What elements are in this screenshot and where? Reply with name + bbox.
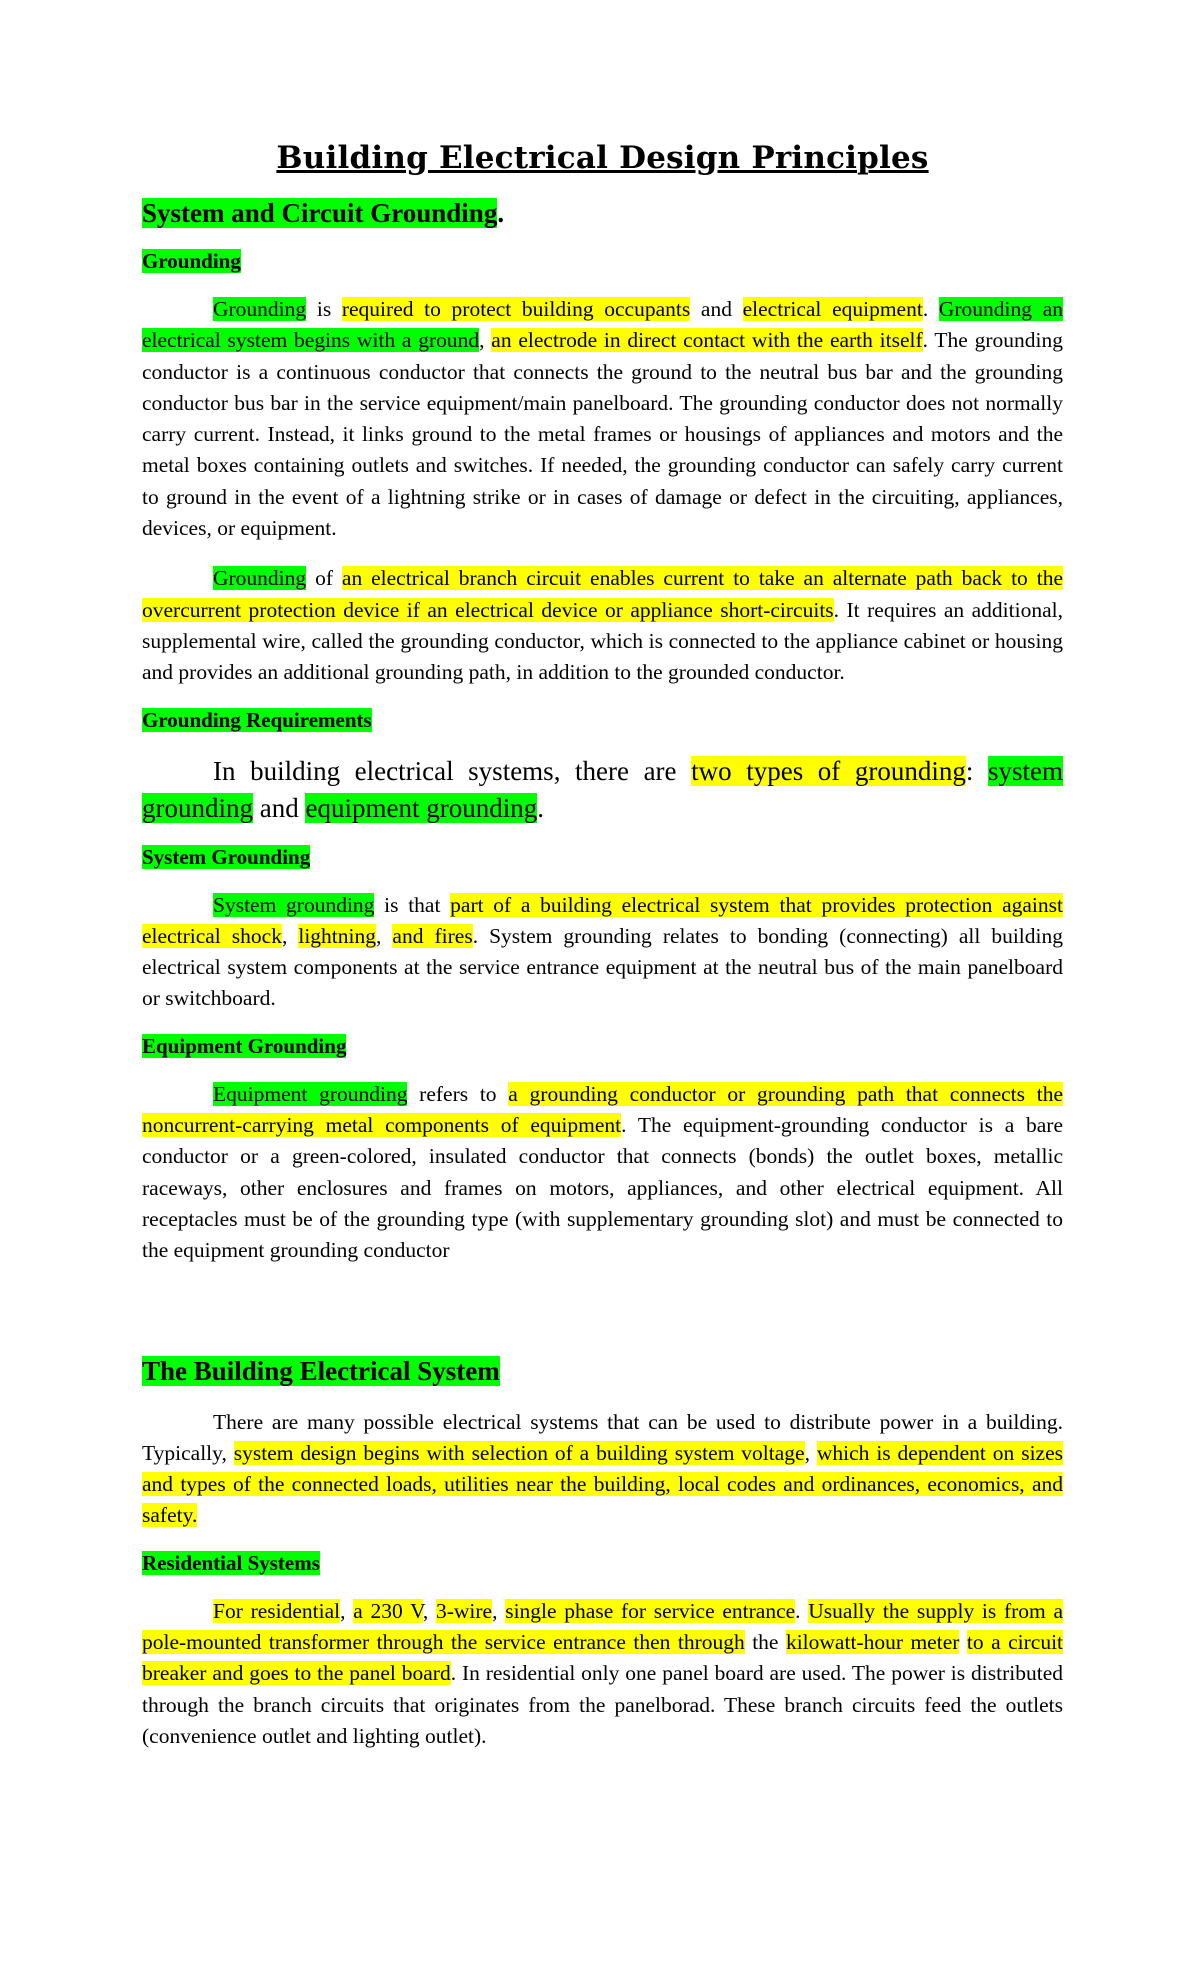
text-run: . System grounding relates to bonding (connecting) all building electrical system components at the service entrance equipment at the neutral bus of the main panelboard or switchboard.: [142, 923, 1064, 1011]
highlighted-term: The Building Electrical System: [142, 1355, 500, 1386]
text-run: of: [306, 566, 342, 591]
highlighted-term: Equipment Grounding: [142, 1033, 347, 1058]
text-run: .: [497, 198, 505, 228]
highlighted-term: Grounding: [213, 566, 307, 591]
text-run: ,: [422, 1598, 436, 1623]
paragraph-building-electrical-system: [142, 1407, 1063, 1532]
text-run: is that: [374, 892, 451, 917]
text-run: refers to: [407, 1081, 509, 1106]
text-run: . The equipment-grounding conductor is a bare conductor or a green-colored, insulated conductor that connects (bonds) the outlet boxes, metallic raceways, other enclosures and frames on motors, appliances, and other electrical equipment. All receptacles must be of the grounding type (with supplementary grounding slot) and must be connected to the equipment grounding conductor: [142, 1113, 1063, 1263]
text-run: and: [690, 297, 743, 321]
text-run: In building electrical systems, there are: [213, 755, 692, 786]
highlighted-phrase: 3-wire: [435, 1598, 493, 1623]
highlighted-phrase: a 230 V: [353, 1598, 423, 1623]
text-run: .: [922, 297, 939, 321]
highlighted-term: Grounding an electrical system begins with a ground: [142, 297, 1063, 353]
highlighted-phrase: which is dependent on sizes and types of the connected loads, utilities near the building, local codes and ordinances, economics, and safety.: [142, 1440, 1063, 1528]
text-run: . It requires an additional, supplemental wire, called the grounding conductor, which is connected to the appliance cabinet or housing and provides an additional grounding path, in addition to the grounded conductor.: [142, 597, 1063, 685]
text-run: :: [965, 755, 988, 786]
text-run: ,: [281, 923, 299, 948]
highlighted-phrase: Usually the supply is from a pole-mounted transformer through the service entrance then through: [142, 1598, 1064, 1655]
subheading-residential-systems: [142, 1551, 1063, 1576]
highlighted-term: Residential Systems: [142, 1550, 320, 1575]
text-run: [959, 1630, 966, 1654]
highlighted-term: Grounding: [213, 297, 307, 321]
document-title: Building Electrical Design Principles: [276, 140, 929, 176]
text-run: and: [253, 792, 306, 823]
highlighted-phrase: electrical equipment: [742, 297, 923, 321]
text-run: . The grounding conductor is a continuous conductor that connects the ground to the neutral bus bar and the grounding conductor bus bar in the service equipment/main panelboard. The grounding conductor does not normally carry current. Instead, it links ground to the metal frames or housings of appliances and motors and the metal boxes containing outlets and switches. If needed, the grounding conductor can safely carry current to ground in the event of a lightning strike or in cases of damage or defect in the circuiting, appliances, devices, or equipment.: [142, 328, 1063, 541]
highlighted-phrase: and fires: [392, 923, 473, 948]
highlighted-phrase: part of a building electrical system that provides protection against electrical shock: [142, 892, 1063, 948]
section-heading-system-circuit-grounding: [142, 198, 1063, 229]
text-run: ,: [376, 923, 393, 948]
highlighted-phrase: to a circuit breaker and goes to the panel board: [142, 1630, 1064, 1686]
text-run: ,: [479, 328, 492, 353]
highlighted-phrase: lightning: [298, 923, 377, 948]
highlighted-phrase: system design begins with selection of a building system voltage: [233, 1440, 805, 1465]
text-run: ,: [340, 1598, 354, 1623]
subheading-grounding: [142, 249, 1063, 274]
highlighted-term: system grounding: [142, 755, 1063, 823]
section-spacer: [142, 1286, 1063, 1356]
highlighted-phrase: required to protect building occupants: [341, 297, 691, 321]
paragraph-residential-systems: [142, 1596, 1063, 1752]
highlighted-phrase: an electrode in direct contact with the earth itself: [491, 328, 923, 353]
text-run: . In residential only one panel board are used. The power is distributed through the branch circuits that originates from the panelborad. These branch circuits feed the outlets (convenience outlet and lighting outlet).: [142, 1661, 1063, 1748]
text-run: There are many possible electrical systems that can be used to distribute power in a building. Typically,: [142, 1409, 1063, 1465]
highlighted-term: Grounding: [142, 249, 241, 273]
text-run: the: [744, 1630, 786, 1655]
highlighted-term: Grounding Requirements: [142, 707, 372, 732]
highlighted-phrase: For residential: [213, 1598, 341, 1623]
section-heading-building-electrical-system: [142, 1356, 1063, 1387]
paragraph-grounding-requirements: [142, 753, 1063, 827]
text-run: is: [306, 297, 342, 321]
highlighted-phrase: kilowatt-hour meter: [785, 1630, 960, 1655]
highlighted-phrase: an electrical branch circuit enables current to take an alternate path back to the overcurrent protection device if an electrical device or appliance short-circuits: [142, 566, 1063, 622]
subheading-grounding-requirements: [142, 708, 1063, 733]
paragraph-grounding-1: [142, 294, 1063, 544]
highlighted-phrase: two types of grounding: [691, 755, 966, 786]
highlighted-term: equipment grounding: [305, 792, 538, 823]
text-run: .: [795, 1598, 809, 1623]
highlighted-phrase: a grounding conductor or grounding path that connects the noncurrent-carrying metal components of equipment: [142, 1081, 1063, 1138]
document-content: [142, 140, 1063, 1771]
highlighted-term: System Grounding: [142, 844, 311, 869]
text-run: ,: [492, 1598, 506, 1623]
subheading-equipment-grounding: [142, 1034, 1063, 1059]
text-run: .: [537, 792, 544, 823]
paragraph-equipment-grounding: [142, 1079, 1063, 1267]
highlighted-term: Equipment grounding: [213, 1081, 408, 1106]
text-run: ,: [804, 1440, 817, 1465]
highlighted-phrase: single phase for service entrance: [505, 1598, 796, 1623]
paragraph-grounding-2: [142, 563, 1063, 688]
paragraph-system-grounding: [142, 890, 1063, 1015]
subheading-system-grounding: [142, 845, 1063, 870]
highlighted-term: System grounding: [213, 892, 375, 917]
highlighted-term: System and Circuit Grounding: [142, 198, 498, 228]
